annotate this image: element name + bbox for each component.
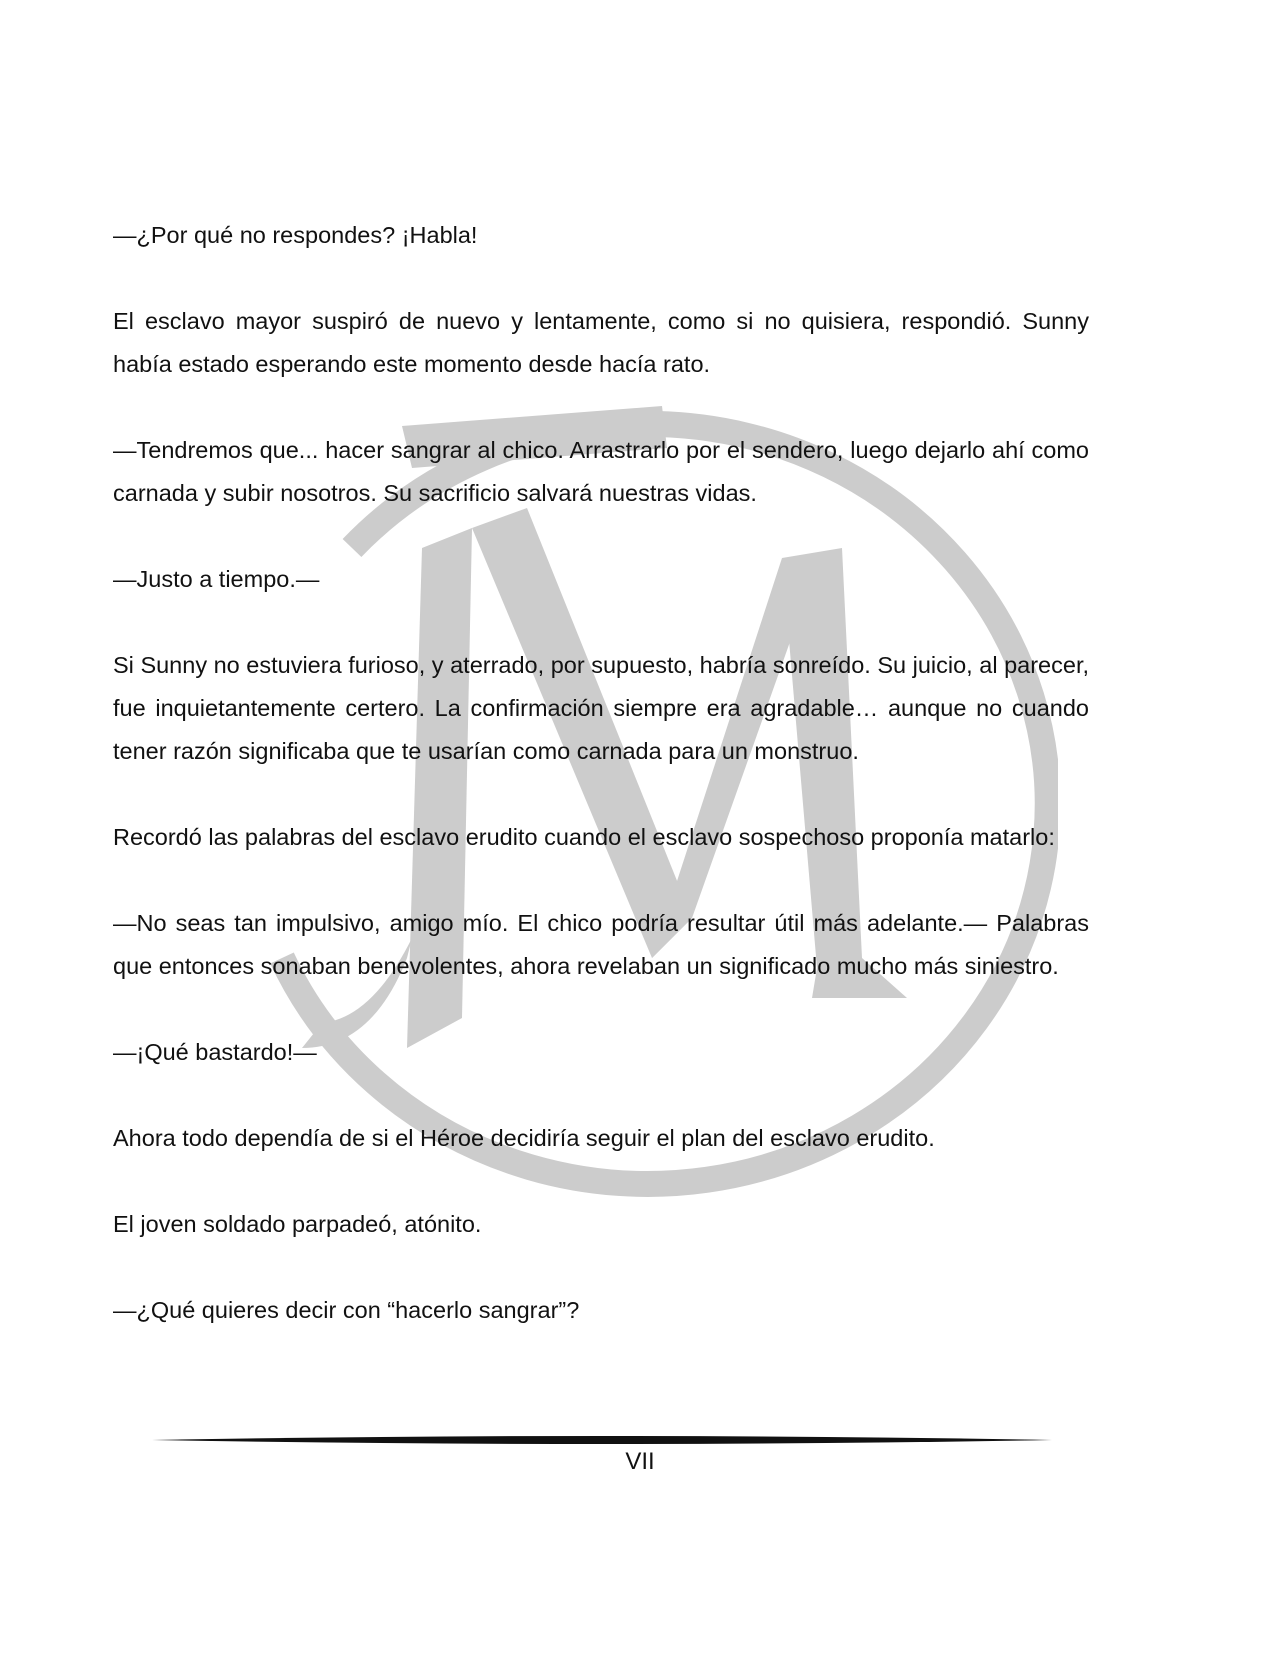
paragraph: Si Sunny no estuviera furioso, y aterrado, por supuesto, habría sonreído. Su juicio, al parecer, fue inquietantemente certero. La confirmación siempre era agradable… aunque no cuando tener razón significaba que te usarían como carnada para un monstruo.: [113, 652, 1089, 764]
paragraph: —¿Por qué no respondes? ¡Habla!: [113, 222, 478, 248]
paragraph: Recordó las palabras del esclavo erudito cuando el esclavo sospechoso proponía matarlo:: [113, 824, 1055, 850]
paragraph: —Justo a tiempo.—: [113, 566, 320, 592]
paragraph: El esclavo mayor suspiró de nuevo y lentamente, como si no quisiera, respondió. Sunny había estado esperando este momento desde hacía rato.: [113, 308, 1089, 377]
paragraph: —¡Qué bastardo!—: [113, 1039, 317, 1065]
page-number: VII: [625, 1448, 655, 1475]
paragraph: El joven soldado parpadeó, atónito.: [113, 1211, 482, 1237]
chapter-text: [113, 214, 1089, 1332]
paragraph: Ahora todo dependía de si el Héroe decidiría seguir el plan del esclavo erudito.: [113, 1125, 935, 1151]
paragraph: —No seas tan impulsivo, amigo mío. El chico podría resultar útil más adelante.— Palabras que entonces sonaban benevolentes, ahora revelaban un significado mucho más siniestro.: [113, 910, 1089, 979]
paragraph: —¿Qué quieres decir con “hacerlo sangrar”?: [113, 1297, 580, 1323]
paragraph: —Tendremos que... hacer sangrar al chico. Arrastrarlo por el sendero, luego dejarlo ahí como carnada y subir nosotros. Su sacrificio salvará nuestras vidas.: [113, 437, 1089, 506]
footer-divider: [152, 1434, 1052, 1446]
